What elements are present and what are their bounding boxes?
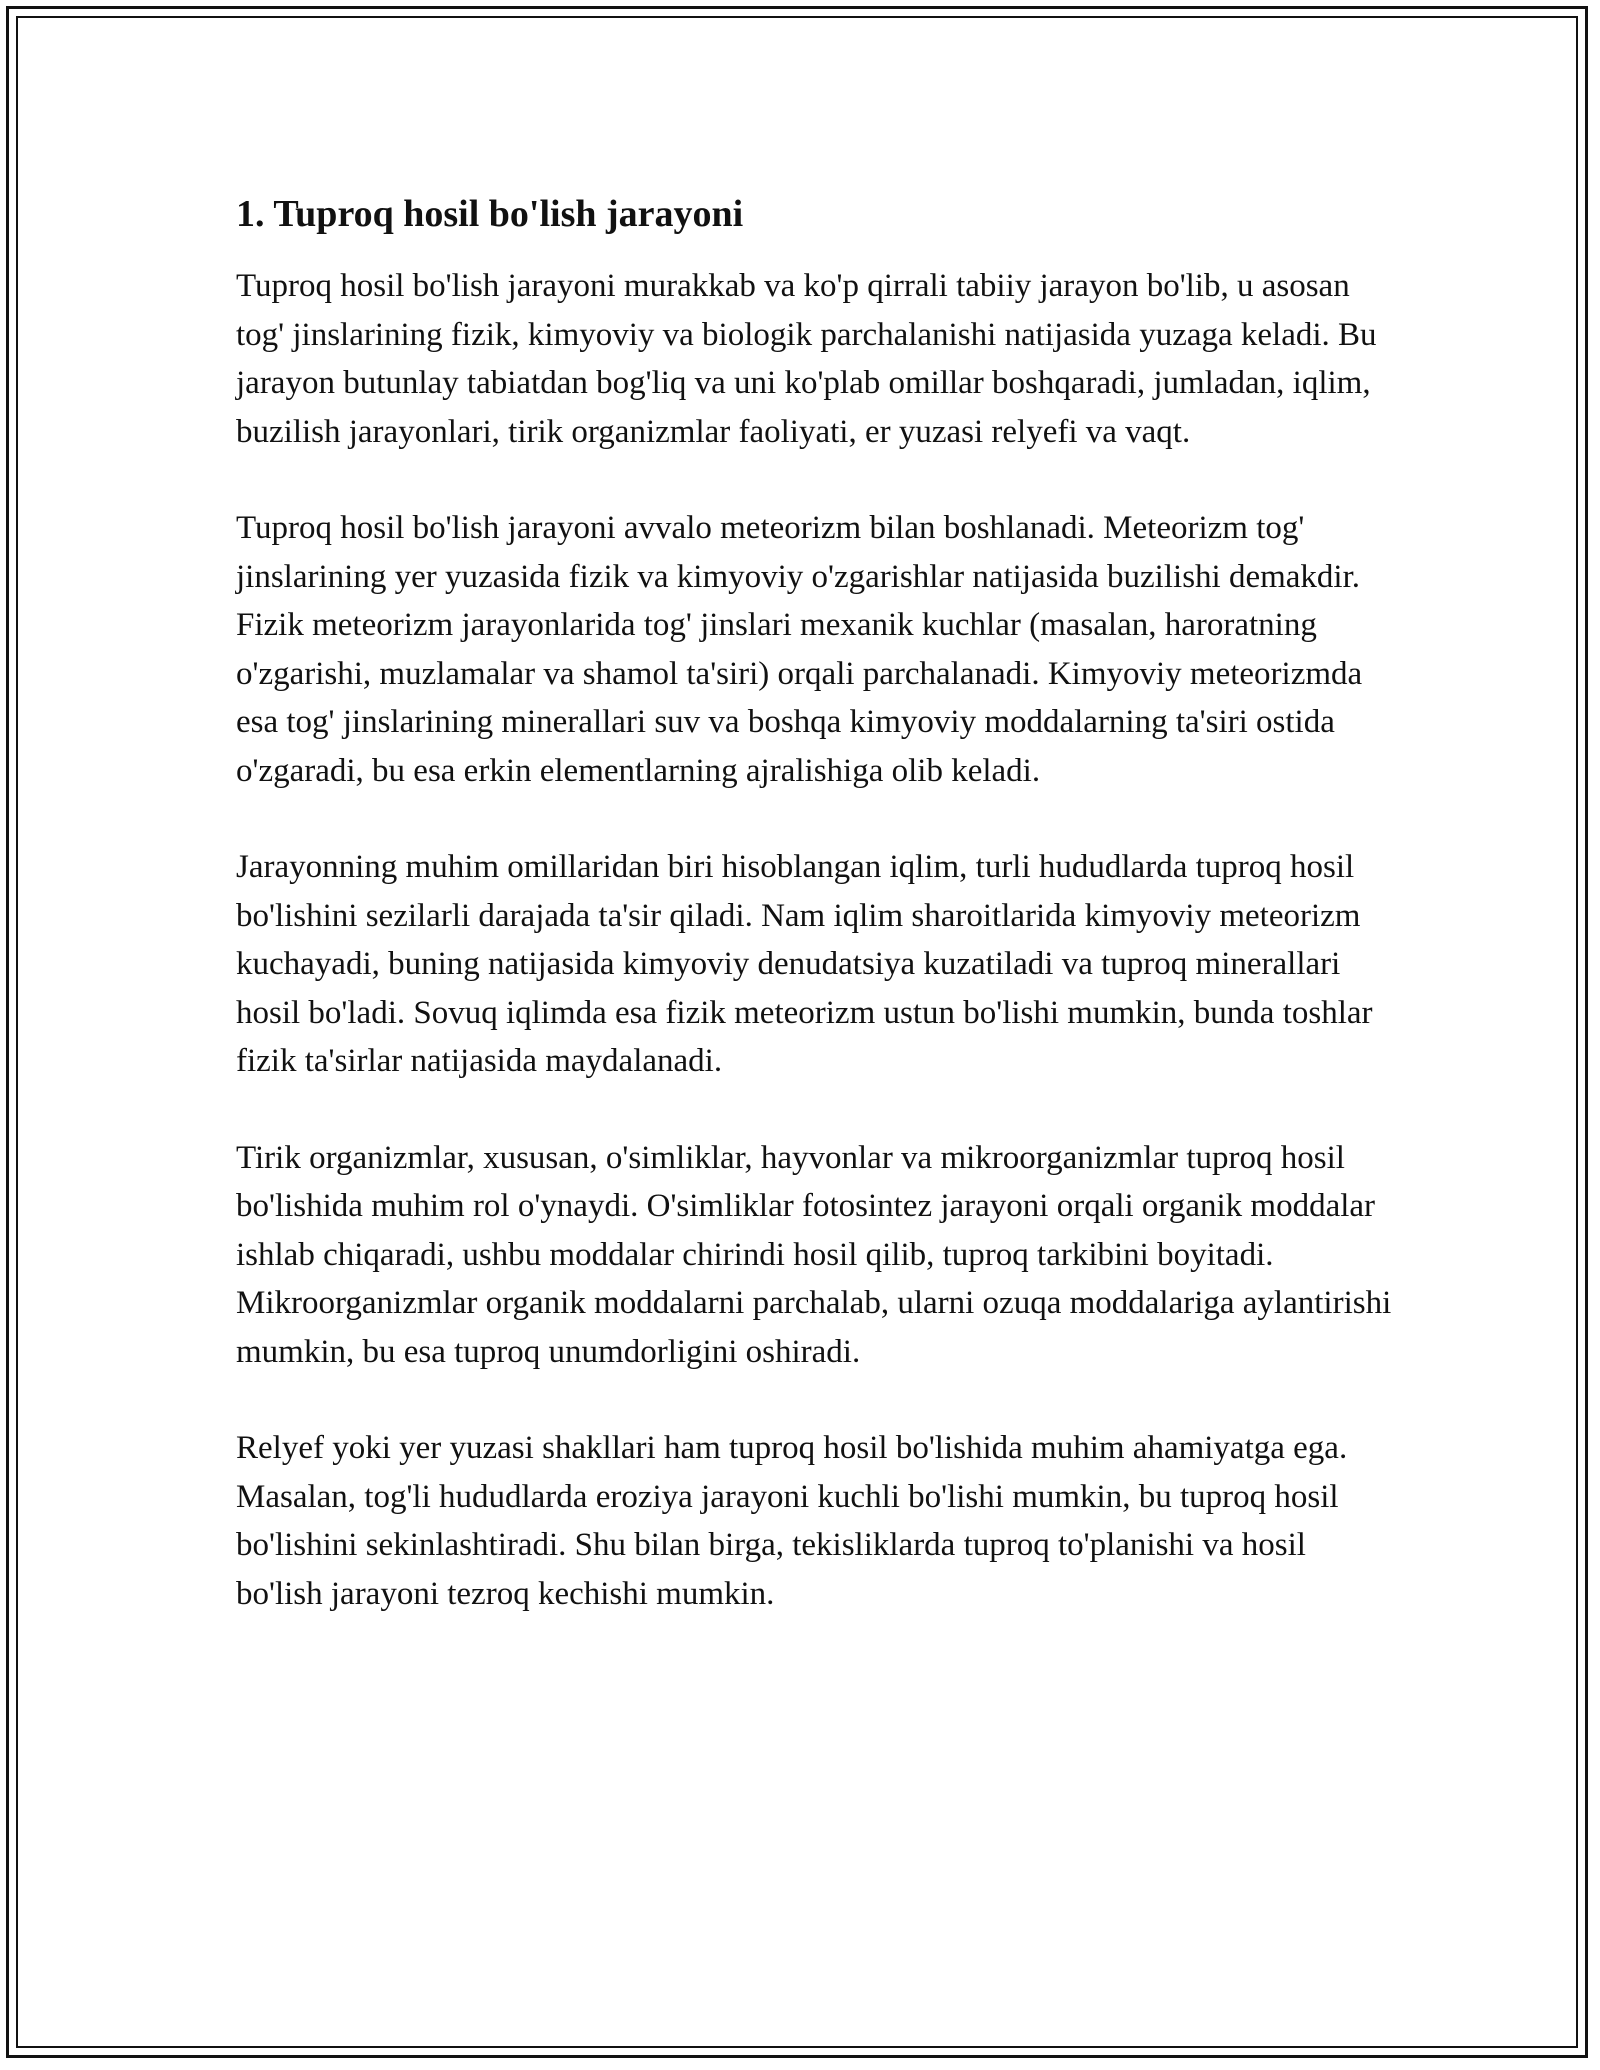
section-heading: 1. Tuproq hosil bo'lish jarayoni xyxy=(236,193,744,235)
document-body xyxy=(236,188,1396,1666)
paragraph-3: Jarayonning muhim omillaridan biri hisoblangan iqlim, turli hududlarda tuproq hosil bo'lishini sezilarli darajada ta'sir qiladi. Nam iqlim sharoitlarida kimyoviy meteorizm kuchayadi, buning natijasida kimyoviy denudatsiya kuzatiladi va tuproq minerallari hosil bo'ladi. Sovuq iqlimda esa fizik meteorizm ustun bo'lishi mumkin, bunda toshlar fizik ta'sirlar natijasida maydalanadi. xyxy=(236,849,1373,1079)
paragraph-5: Relyef yoki yer yuzasi shakllari ham tuproq hosil bo'lishida muhim ahamiyatga ega. Masalan, tog'li hududlarda eroziya jarayoni kuchli bo'lishi mumkin, bu tuproq hosil bo'lishini sekinlashtiradi. Shu bilan birga, tekisliklarda tuproq to'planishi va hosil bo'lish jarayoni tezroq kechishi mumkin. xyxy=(236,1430,1348,1612)
paragraph-4: Tirik organizmlar, xususan, o'simliklar, hayvonlar va mikroorganizmlar tuproq hosil bo'lishida muhim rol o'ynaydi. O'simliklar fotosintez jarayoni orqali organik moddalar ishlab chiqaradi, ushbu moddalar chirindi hosil qilib, tuproq tarkibini boyitadi. Mikroorganizmlar organik moddalarni parchalab, ularni ozuqa moddalariga aylantirishi mumkin, bu esa tuproq unumdorligini oshiradi. xyxy=(236,1139,1392,1370)
paragraph-2: Tuproq hosil bo'lish jarayoni avvalo meteorizm bilan boshlanadi. Meteorizm tog' jinslarining yer yuzasida fizik va kimyoviy o'zgarishlar natijasida buzilishi demakdir. Fizik meteorizm jarayonlarida tog' jinslari mexanik kuchlar (masalan, haroratning o'zgarishi, muzlamalar va shamol ta'siri) orqali parchalanadi. Kimyoviy meteorizmda esa tog' jinslarining minerallari suv va boshqa kimyoviy moddalarning ta'siri ostida o'zgaradi, bu esa erkin elementlarning ajralishiga olib keladi. xyxy=(236,510,1363,789)
paragraph-1: Tuproq hosil bo'lish jarayoni murakkab va ko'p qirrali tabiiy jarayon bo'lib, u asosan tog' jinslarining fizik, kimyoviy va biologik parchalanishi natijasida yuzaga keladi. Bu jarayon butunlay tabiatdan bog'liq va uni ko'plab omillar boshqaradi, jumladan, iqlim, buzilish jarayonlari, tirik organizmlar faoliyati, er yuzasi relyefi va vaqt. xyxy=(236,268,1377,450)
